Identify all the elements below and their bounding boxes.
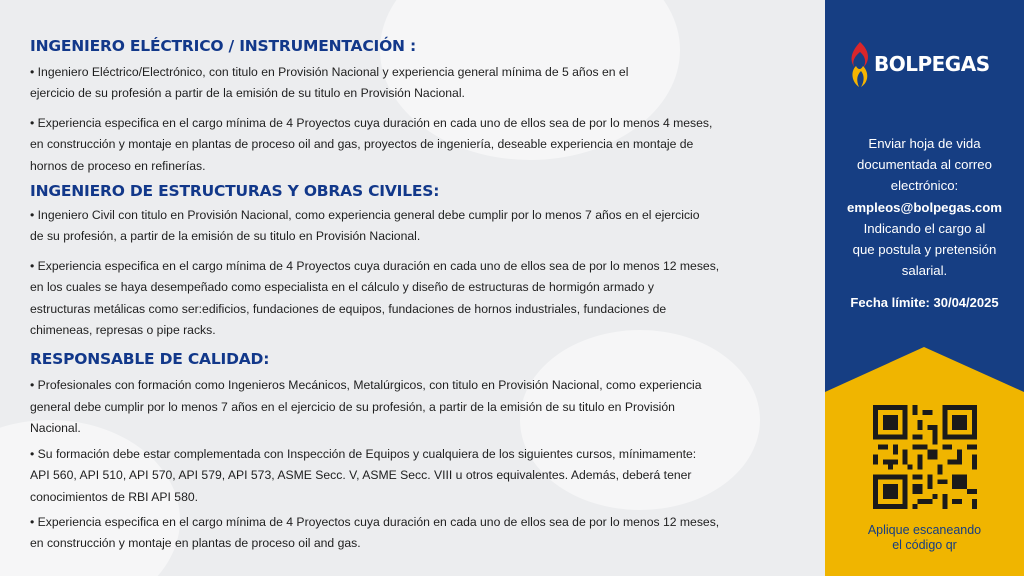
instruction-line: electrónico:: [890, 178, 959, 194]
text-line: • Ingeniero Eléctrico/Electrónico, con titulo en Provisión Nacional y experiencia general mínima de 5 años en el: [30, 65, 629, 79]
application-deadline: Fecha límite: 30/04/2025: [850, 295, 999, 310]
requirement-paragraph: [30, 205, 820, 248]
instruction-line: documentada al correo: [857, 157, 992, 173]
text-line: API 560, API 510, API 570, API 579, API 573, ASME Secc. V, ASME Secc. VIII u otros equivalentes. Además, deberá tener: [30, 468, 692, 483]
section-title-structures-engineer: INGENIERO DE ESTRUCTURAS Y OBRAS CIVILES:: [30, 182, 440, 201]
instruction-line: Indicando el cargo al: [863, 220, 986, 236]
text-line: chimeneas, represas o pipe racks.: [30, 323, 216, 338]
flame-icon: [847, 40, 873, 88]
requirement-paragraph: [30, 512, 820, 555]
contact-sidebar: [825, 0, 1024, 576]
qr-code[interactable]: [873, 405, 977, 509]
text-line: • Experiencia especifica en el cargo mínima de 4 Proyectos cuya duración en cada uno de ellos sea de por lo menos 12 meses,: [30, 258, 720, 273]
contact-email[interactable]: empleos@bolpegas.com: [846, 199, 1003, 215]
text-line: • Experiencia especifica en el cargo mínima de 4 Proyectos cuya duración en cada uno de ellos sea de por lo menos 12 meses,: [30, 514, 720, 529]
instruction-line: Enviar hoja de vida: [868, 136, 981, 151]
text-line: general debe cumplir por lo menos 7 años en el ejercicio de su profesión, a partir de la emisión de su titulo en Provisión: [30, 399, 675, 414]
qr-instructions: [825, 523, 1024, 553]
text-line: conocimientos de RBI API 580.: [30, 489, 199, 504]
text-line: hornos de proceso en refinerías.: [30, 158, 206, 173]
instruction-line: salarial.: [901, 263, 948, 279]
qr-label-line: el código qr: [892, 538, 957, 552]
instruction-line: que postula y pretensión: [852, 242, 997, 258]
text-line: de su profesión, a partir de la emisión de su titulo en Provisión Nacional.: [30, 229, 421, 244]
text-line: en construcción y montaje en plantas de proceso oil and gas, proyectos de ingeniería, deseable experiencia en montaje de: [30, 137, 694, 152]
requirement-paragraph: [30, 444, 820, 508]
requirement-paragraph: [30, 62, 820, 105]
text-line: Nacional.: [30, 421, 81, 436]
qr-label-line: Aplique escaneando: [867, 523, 982, 537]
text-line: • Profesionales con formación como Ingenieros Mecánicos, Metalúrgicos, con titulo en Provisión Nacional, como experiencia: [30, 378, 702, 393]
logo-text: BOLPEGAS: [874, 52, 990, 76]
requirement-paragraph: [30, 375, 820, 439]
section-title-electrical-engineer: INGENIERO ELÉCTRICO / INSTRUMENTACIÓN :: [30, 37, 417, 55]
text-line: • Ingeniero Civil con titulo en Provisión Nacional, como experiencia general debe cumplir por lo menos 7 años en el ejercicio: [30, 208, 700, 223]
application-instructions: [825, 133, 1024, 281]
text-line: en los cuales se haya desempeñado como especialista en el cálculo y diseño de estructuras de hormigón armado y: [30, 280, 654, 295]
text-line: • Experiencia especifica en el cargo mínima de 4 Proyectos cuya duración en cada uno de ellos sea de por lo menos 4 meses,: [30, 115, 713, 130]
text-line: • Su formación debe estar complementada con Inspección de Equipos y cualquiera de los siguientes cursos, mínimamente:: [30, 446, 697, 461]
job-listings: [30, 36, 820, 555]
bolpegas-logo: [847, 40, 1017, 90]
section-title-quality-manager: RESPONSABLE DE CALIDAD:: [30, 350, 270, 369]
requirement-paragraph: [30, 256, 820, 342]
text-line: estructuras metálicas como ser:edificios, fundaciones de equipos, fundaciones de hornos industriales, fundaciones de: [30, 301, 667, 316]
text-line: en construcción y montaje en plantas de proceso oil and gas.: [30, 536, 361, 551]
text-line: ejercicio de su profesión a partir de la emisión de su titulo en Provisión Nacional.: [30, 86, 465, 101]
requirement-paragraph: [30, 113, 820, 177]
